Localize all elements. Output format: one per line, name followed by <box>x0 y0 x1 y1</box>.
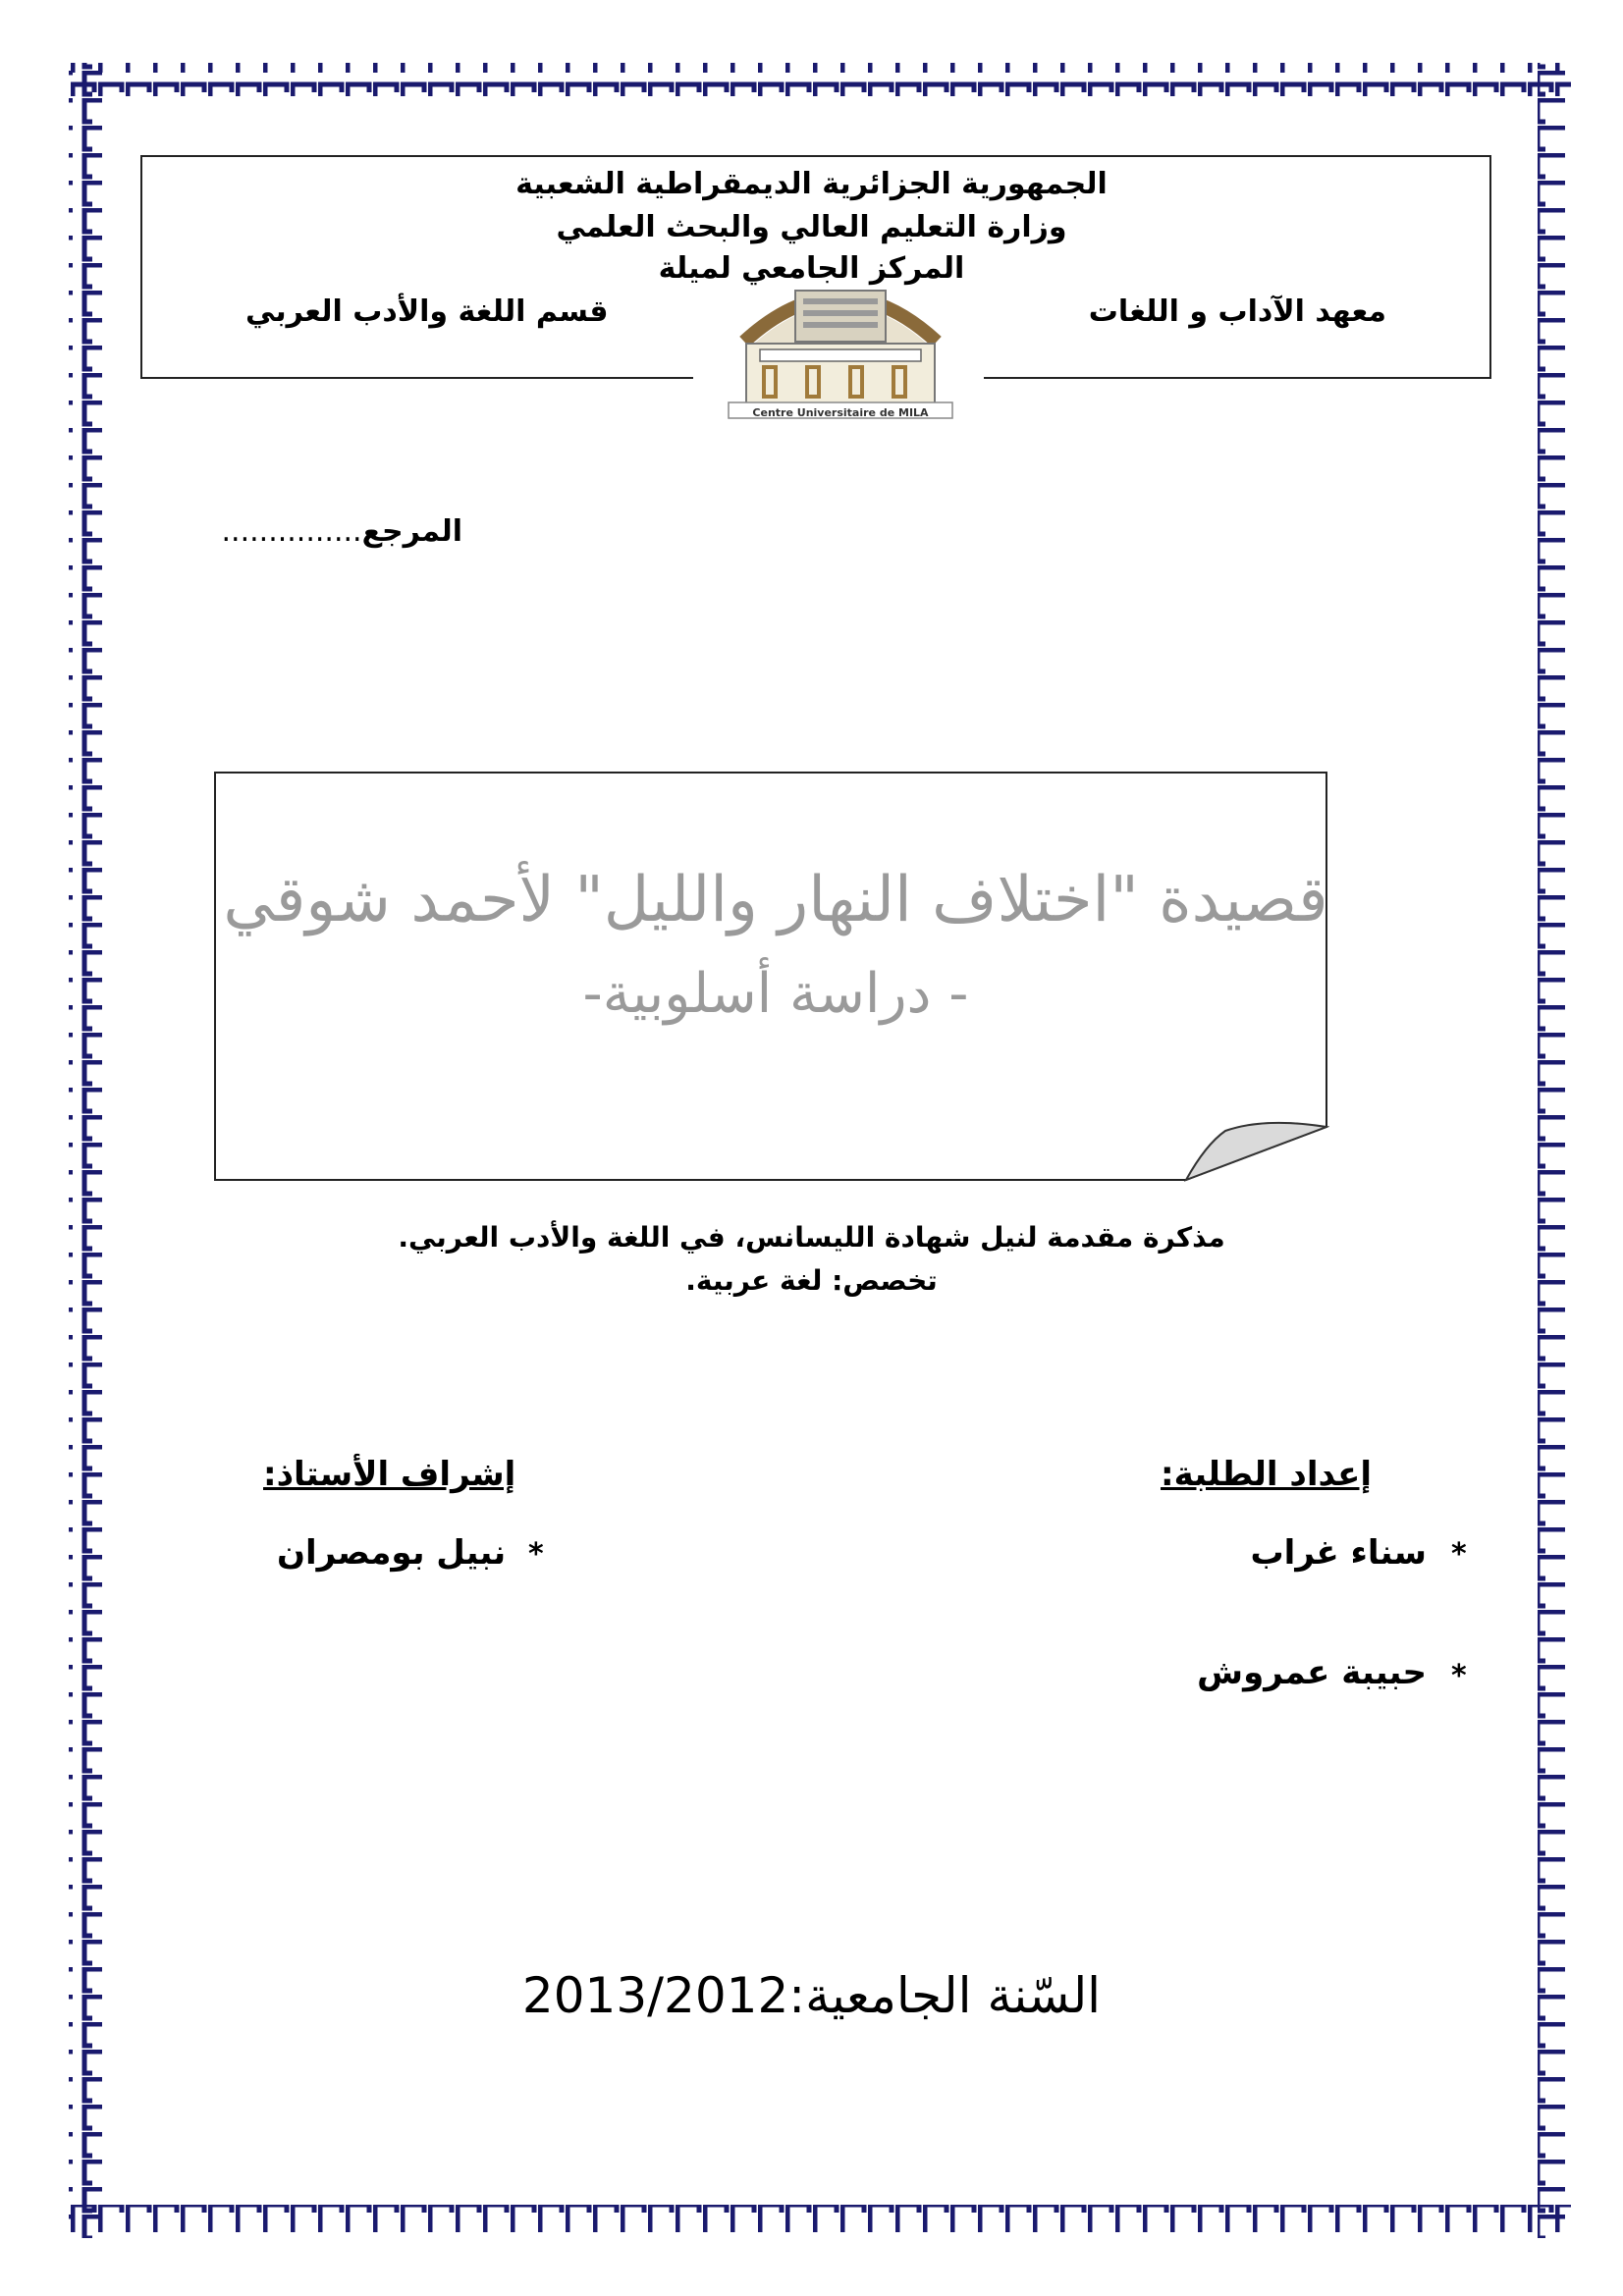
reference-dots: ............... <box>221 514 362 549</box>
institute-name: معهد الآداب و اللغات <box>1088 294 1386 329</box>
logo-caption: Centre Universitaire de MILA <box>752 406 929 419</box>
department-name: قسم اللغة والأدب العربي <box>245 294 609 329</box>
ministry-name: وزارة التعليم العالي والبحث العلمي <box>556 210 1067 244</box>
reference-label: المرجع <box>361 514 462 549</box>
thesis-specialty: تخصص: لغة عربية. <box>685 1264 938 1297</box>
students-heading: إعداد الطلبة: <box>1161 1455 1372 1494</box>
academic-year: السّنة الجامعية:2013/2012 <box>521 1967 1102 2024</box>
bullet-star: * <box>528 1537 544 1572</box>
supervisor-name: نبيل بومصران <box>277 1533 507 1573</box>
reference-line <box>222 514 462 549</box>
supervisor-heading: إشراف الأستاذ: <box>263 1455 516 1494</box>
student-name: حبيبة عمروش <box>1197 1653 1427 1692</box>
bullet-star: * <box>1451 1659 1467 1693</box>
thesis-description: مذكرة مقدمة لنيل شهادة الليسانس، في اللغة والأدب العربي. <box>398 1221 1225 1254</box>
thesis-subtitle: - دراسة أسلوبية- <box>582 962 969 1026</box>
university-name: المركز الجامعي لميلة <box>658 251 965 286</box>
student-name: سناء غراب <box>1250 1533 1427 1573</box>
thesis-title: قصيدة "اختلاف النهار والليل" لأحمد شوقي <box>223 864 1328 936</box>
bullet-star: * <box>1451 1537 1467 1572</box>
republic-name: الجمهورية الجزائرية الديمقراطية الشعبية <box>515 167 1108 201</box>
university-logo <box>725 253 956 420</box>
